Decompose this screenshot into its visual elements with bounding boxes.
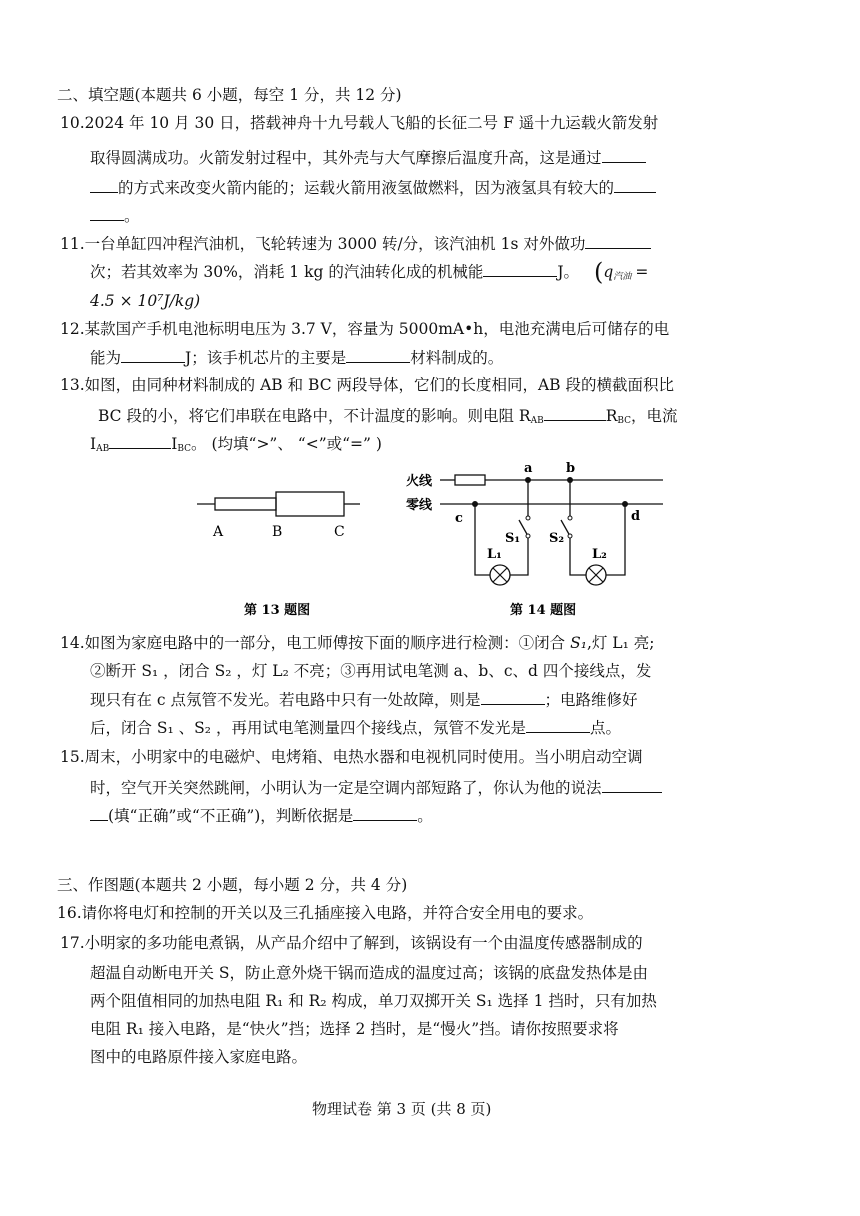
q14-line-4-b: 点。: [589, 719, 621, 737]
q14-line-4-a: 后，闭合 S₁ 、S₂ ，再用试电笔测量四个接线点，氖管不发光是: [90, 719, 526, 737]
fig14-label-b: b: [566, 461, 576, 476]
fig14-caption: 第 14 题图: [510, 603, 577, 618]
q11-blank-2[interactable]: [483, 260, 557, 277]
q17-line-2: 超温自动断电开关 S，防止意外烧干锅而造成的温度过高；该锅的底盘发热体是由: [90, 964, 649, 982]
q11-paren: (: [594, 258, 604, 286]
q17-line-4: 电阻 R₁ 接入电路，是“快火”挡；选择 2 挡时，是“慢火”挡。请你按照要求将: [90, 1020, 619, 1038]
fig14-label-d: d: [631, 509, 641, 524]
fig14-label-s1: S₁: [505, 531, 521, 546]
q12-line-2-a: 能为: [90, 349, 122, 367]
q10-line-4: [90, 204, 140, 227]
q14-blank-2[interactable]: [526, 716, 590, 733]
fig13-caption: 第 13 题图: [244, 603, 311, 618]
fig14-label-c: c: [455, 511, 463, 526]
fig14-label-l1: L₁: [487, 547, 502, 562]
q10-line-1: 10.2024 年 10 月 30 日，搭载神舟十九号载人飞船的长征二号 F 遥十九运载火箭发射: [60, 114, 659, 132]
q14-blank-1[interactable]: [481, 688, 545, 705]
fig14-label-a: a: [524, 461, 533, 476]
q11-line-2-text: 次；若其效率为 30%，消耗 1 kg 的汽油转化成的机械能: [90, 263, 484, 281]
q11-line-3: 4.5 × 10⁷J/kg): [90, 292, 201, 310]
figures-13-14: [0, 450, 860, 630]
fig14-label-s2: S₂: [549, 531, 565, 546]
q10-line-4-end: 。: [124, 207, 140, 225]
q10-line-2-text: 取得圆满成功。火箭发射过程中，其外壳与大气摩擦后温度升高，这是通过: [90, 149, 602, 167]
fig13-conductor: [197, 492, 360, 516]
page-footer: 物理试卷 第 3 页 (共 8 页): [312, 1100, 492, 1118]
fig14-right-branch: [570, 504, 625, 575]
q12-line-2-c: 材料制成的。: [410, 349, 504, 367]
q14-line-2: ②断开 S₁ ，闭合 S₂ ，灯 L₂ 不亮；③再用试电笔测 a、b、c、d 四个接线点，发: [90, 662, 652, 680]
q13-line-3-c: 。 (均填“>”、 “<”或“=” ): [191, 435, 382, 453]
q15-line-2-a: 时，空气开关突然跳闸，小明认为一定是空调内部短路了，你认为他的说法: [90, 779, 602, 797]
q15-line-1: 15.周末，小明家中的电磁炉、电烤箱、电热水器和电视机同时使用。当小明启动空调: [60, 748, 643, 766]
q13-line-2-a: BC 段的小，将它们串联在电路中，不计温度的影响。则电阻 R: [98, 407, 531, 425]
q14-line-3-a: 现只有在 c 点氖管不发光。若电路中只有一处故障，则是: [90, 691, 481, 709]
q10-line-2: [90, 146, 646, 169]
q14-line-3: [90, 688, 638, 711]
q17-line-1: 17.小明家的多功能电煮锅，从产品介绍中了解到，该锅设有一个由温度传感器制成的: [60, 934, 643, 952]
q11-line-1-text: 11.一台单缸四冲程汽油机，飞轮转速为 3000 转/分，该汽油机 1s 对外做功: [60, 235, 586, 253]
q11-formula-eq: =: [635, 263, 649, 281]
q13-line-3: $I_{AB}$ $I_{BC}$。 (均填“>”、 “<”或“=” ): [90, 432, 382, 460]
q12-line-2-b: J；该手机芯片的主要是: [185, 349, 347, 367]
q15-blank-1[interactable]: [602, 776, 662, 793]
q15-line-2: [90, 776, 662, 799]
q12-line-2: [90, 346, 503, 369]
q14-line-1-b: ,灯 L₁ 亮;: [586, 634, 655, 652]
q10-line-3: [90, 176, 656, 199]
q14-line-3-b: ；电路维修好: [544, 691, 638, 709]
fig14-fuse: [455, 475, 485, 485]
q10-line-3-text: 的方式来改变火箭内能的；运载火箭用液氢做燃料，因为液氢具有较大的: [118, 179, 615, 197]
q13-i-sub-bc: BC: [177, 444, 192, 454]
fig14-label-l2: L₂: [592, 547, 607, 562]
q11-blank-1[interactable]: [585, 232, 651, 249]
q17-line-5: 图中的电路原件接入家庭电路。: [90, 1048, 308, 1066]
q15-line-3-b: 。: [417, 807, 433, 825]
q15-blank-2[interactable]: [353, 804, 417, 821]
q16-line: 16.请你将电灯和控制的开关以及三孔插座接入电路，并符合安全用电的要求。: [57, 904, 594, 922]
q13-line-2-c: ，电流: [631, 407, 678, 425]
q12-blank-1[interactable]: [121, 346, 185, 363]
q12-blank-2[interactable]: [346, 346, 410, 363]
q10-blank-2[interactable]: [614, 176, 656, 193]
fig14-neutral-label: 零线: [406, 498, 433, 513]
q13-blank-1[interactable]: [544, 404, 606, 421]
fig13-label-b: B: [272, 524, 283, 540]
q11-line-1: [60, 232, 651, 255]
q11-formula-sub: 汽油: [613, 272, 632, 282]
q11-line-2-unit: J。: [557, 263, 580, 281]
q13-i-sub-ab: AB: [96, 444, 110, 454]
q14-line-1: [60, 632, 654, 654]
q13-r-sub-ab: AB: [530, 416, 544, 426]
q11-formula-q: q: [603, 263, 614, 281]
q13-line-2: BC 段的小，将它们串联在电路中，不计温度的影响。则电阻 $R_{AB}$ $R_{BC}$，电流: [98, 404, 678, 432]
q10-blank-1-cont[interactable]: [90, 176, 118, 193]
section-2-header: 二、填空题(本题共 6 小题，每空 1 分，共 12 分): [57, 86, 402, 104]
q14-line-4: [90, 716, 621, 739]
q10-blank-1[interactable]: [602, 146, 646, 163]
q13-blank-2[interactable]: [109, 432, 171, 449]
q15-blank-1-cont[interactable]: [90, 804, 108, 821]
q11-line-2: [90, 260, 648, 288]
q17-line-3: 两个阻值相同的加热电阻 R₁ 和 R₂ 构成，单刀双掷开关 S₁ 选择 1 挡时，只有加热: [90, 992, 657, 1010]
q12-line-1: 12.某款国产手机电池标明电压为 3.7 V，容量为 5000mA•h，电池充满电后可储存的电: [60, 320, 670, 338]
q13-line-1: 13.如图，由同种材料制成的 AB 和 BC 两段导体，它们的长度相同，AB 段的横截面积比: [60, 376, 674, 394]
fig13-label-a: A: [213, 524, 224, 540]
fig14-live-label: 火线: [406, 474, 433, 489]
q14-line-1-s1: S₁: [570, 634, 587, 652]
q14-line-1-a: 14.如图为家庭电路中的一部分，电工师傅按下面的顺序进行检测：①闭合: [60, 634, 566, 652]
q13-r-sub-bc: BC: [617, 416, 632, 426]
q13-line-3-a: I: [90, 435, 97, 453]
q10-blank-2-cont[interactable]: [90, 204, 124, 221]
fig13-label-c: C: [334, 524, 345, 540]
q15-line-3-a: (填“正确”或“不正确”)，判断依据是: [108, 807, 354, 825]
q15-line-3: [90, 804, 433, 827]
fig14-switch-s1: [519, 520, 528, 536]
section-3-header: 三、作图题(本题共 2 小题，每小题 2 分，共 4 分): [57, 876, 408, 894]
